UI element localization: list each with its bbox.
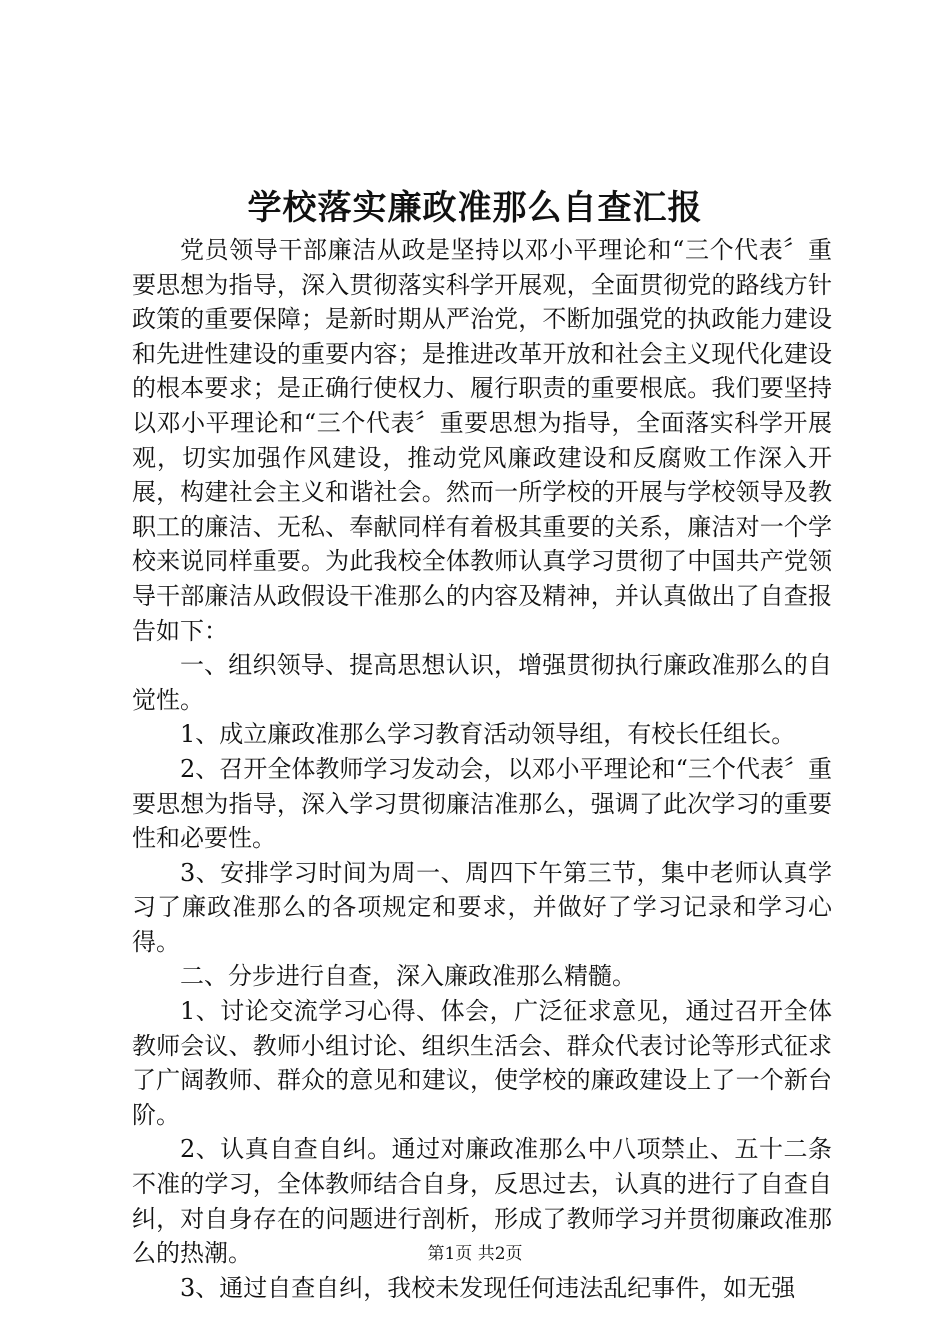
page-number-footer: 第1页 共2页 xyxy=(427,1244,523,1264)
paragraph-intro: 党员领导干部廉洁从政是坚持以邓小平理论和“三个代表〞重要思想为指导，深入贯彻落实科学开展观，全面贯彻党的路线方针政策的重要保障；是新时期从严治党，不断加强党的执政能力建设和先进性建设的重要内容；是推进改革开放和社会主义现代化建设的根本要求；是正确行使权力、履行职责的重要根底。我们要坚持以邓小平理论和“三个代表〞重要思想为指导，全面落实科学开展观，切实加强作风建设，推动党风廉政建设和反腐败工作深入开展，构建社会主义和谐社会。然而一所学校的开展与学校领导及教职工的廉洁、无私、奉献同样有着极其重要的关系，廉洁对一个学校来说同样重要。为此我校全体教师认真学习贯彻了中国共产党领导干部廉洁从政假设干准那么的内容及精神，并认真做出了自查报告如下： xyxy=(132,236,832,645)
document-title: 学校落实廉政准那么自查汇报 xyxy=(247,188,703,228)
paragraph-section-2-item-1: 1、讨论交流学习心得、体会，广泛征求意见，通过召开全体教师会议、教师小组讨论、组织生活会、群众代表讨论等形式征求了广阔教师、群众的意见和建议，使学校的廉政建设上了一个新台阶。 xyxy=(132,997,832,1129)
paragraph-section-1-heading: 一、组织领导、提高思想认识，增强贯彻执行廉政准那么的自觉性。 xyxy=(132,651,832,714)
paragraph-section-2-item-3: 3、通过自查自纠，我校未发现任何违法乱纪事件，如无强 xyxy=(180,1273,796,1302)
paragraph-section-2-heading: 二、分步进行自查，深入廉政准那么精髓。 xyxy=(180,962,636,991)
paragraph-section-1-item-3: 3、安排学习时间为周一、周四下午第三节，集中老师认真学习了廉政准那么的各项规定和要求，并做好了学习记录和学习心得。 xyxy=(132,858,832,956)
document-body xyxy=(132,233,832,1305)
paragraph-section-2-item-2: 2、认真自查自纠。通过对廉政准那么中八项禁止、五十二条不准的学习，全体教师结合自身，反思过去，认真的进行了自查自纠，对自身存在的问题进行剖析，形成了教师学习并贯彻廉政准那么的热潮。 xyxy=(132,1135,832,1268)
paragraph-section-1-item-2: 2、召开全体教师学习发动会，以邓小平理论和“三个代表〞重要思想为指导，深入学习贯彻廉洁准那么，强调了此次学习的重要性和必要性。 xyxy=(132,754,832,853)
paragraph-section-1-item-1: 1、成立廉政准那么学习教育活动领导组，有校长任组长。 xyxy=(180,720,796,749)
